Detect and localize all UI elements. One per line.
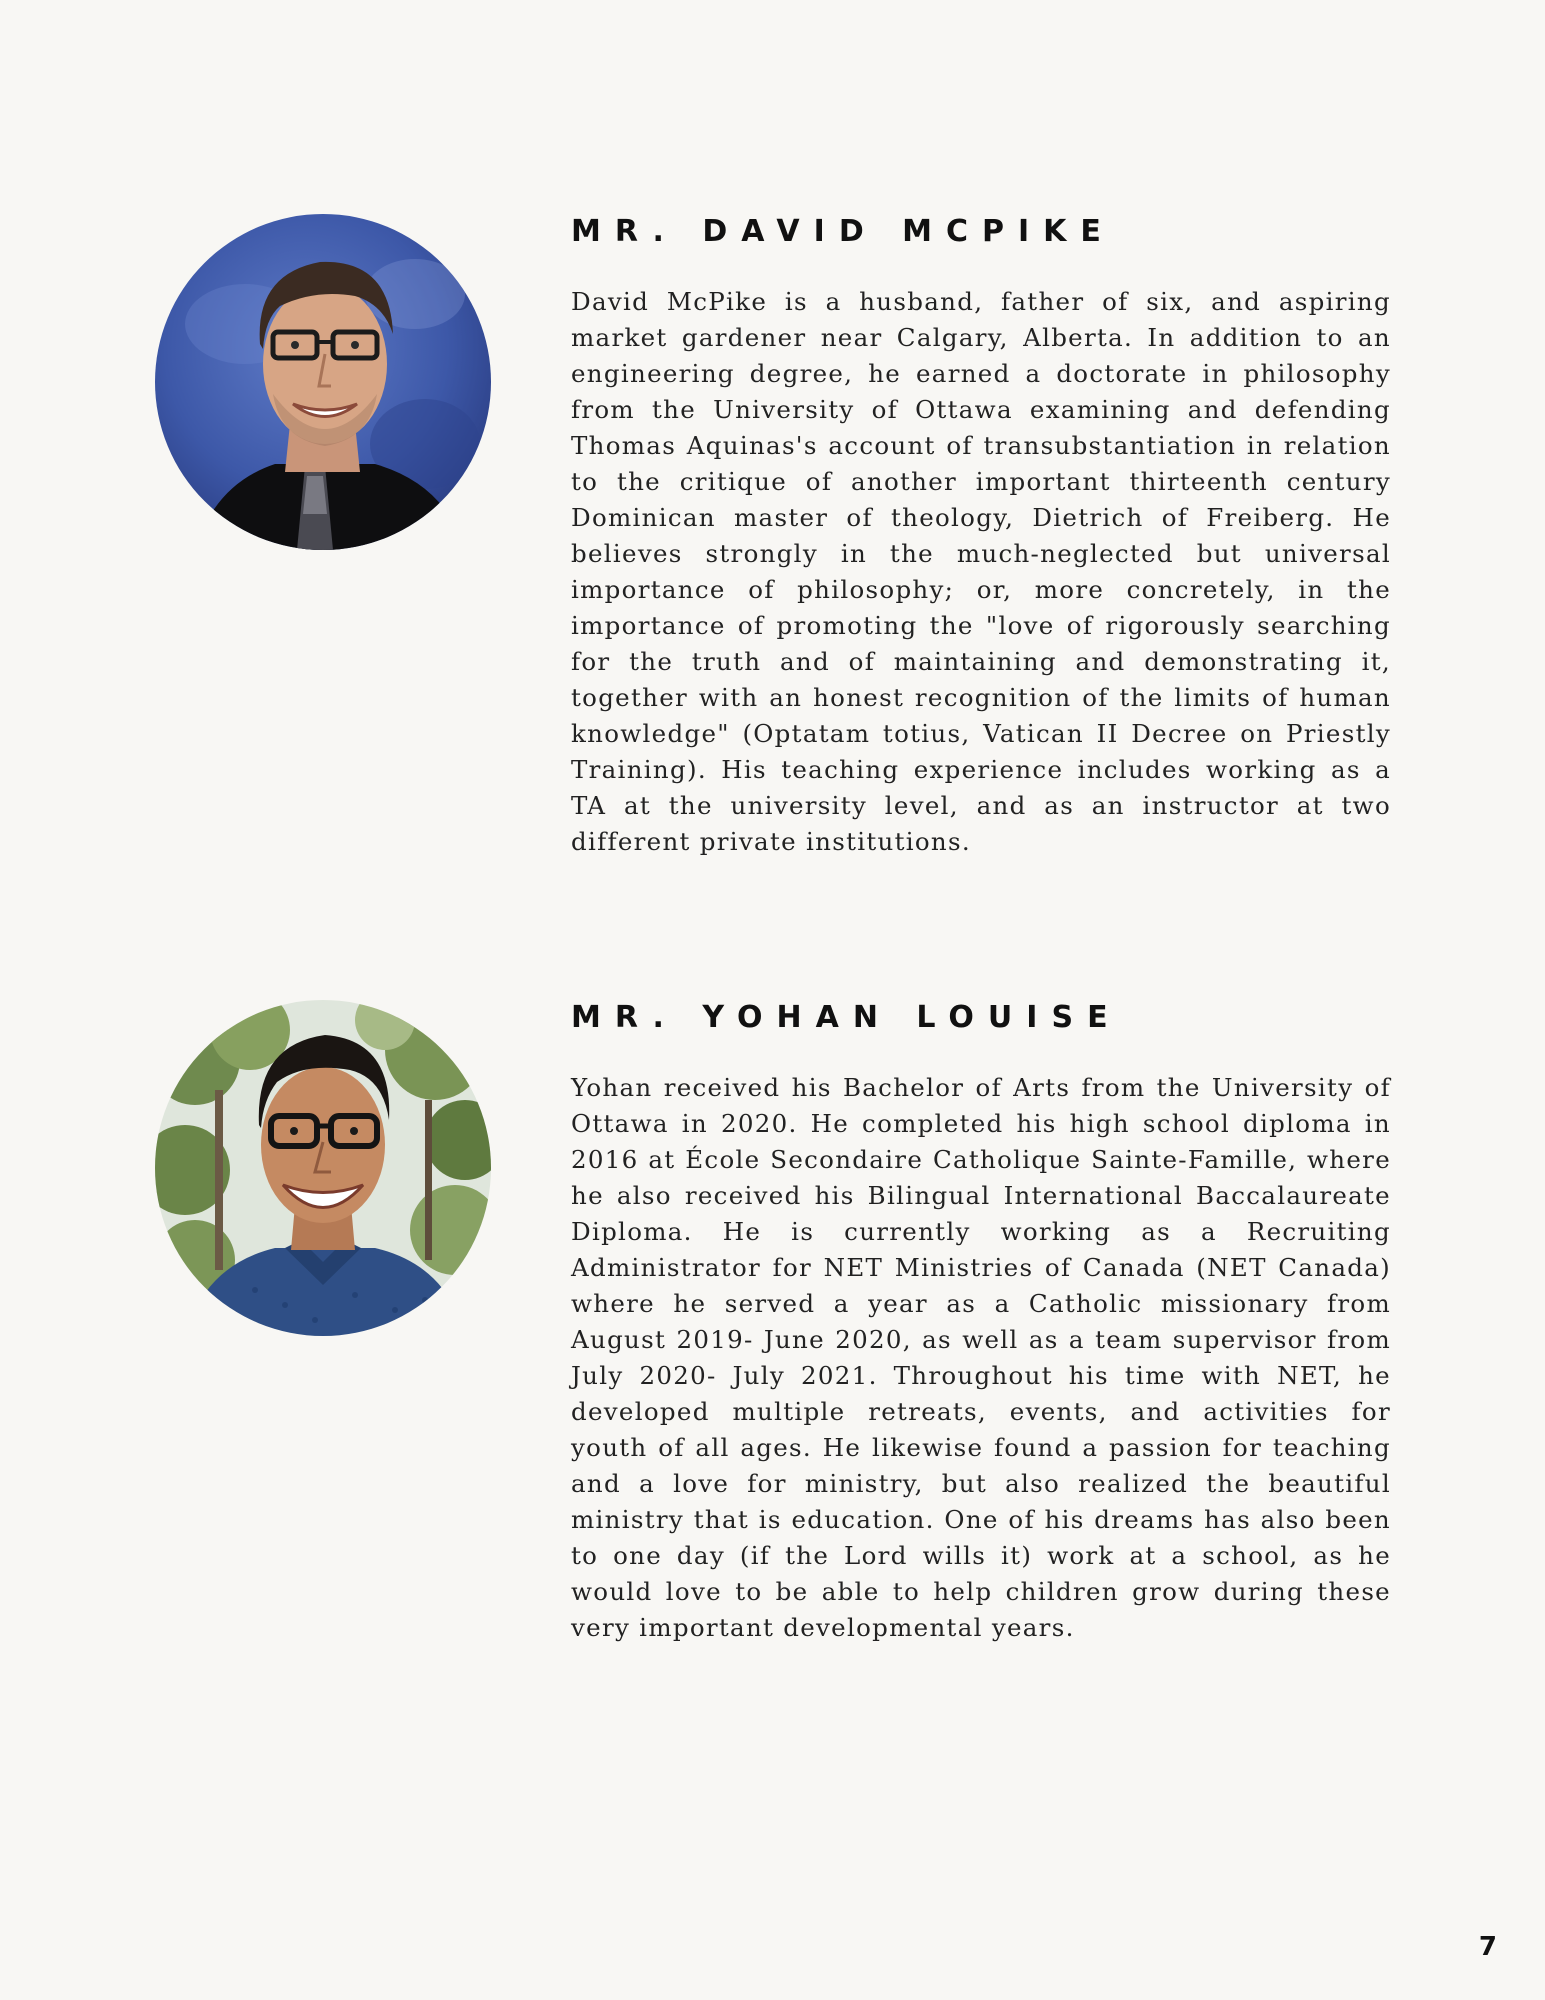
page-number: 7 xyxy=(1478,1932,1497,1962)
portrait-illustration xyxy=(155,1000,491,1336)
profile-info xyxy=(571,212,1391,860)
profile-name: MR. DAVID MCPIKE xyxy=(571,214,1115,249)
profile-bio: Yohan received his Bachelor of Arts from the University of Ottawa in 2020. He completed his high school diploma in 2016 at École Secondaire Catholique Sainte-Famille, where he also received his Bilingual International Baccalaureate Diploma. He is currently working as a Recruiting Administrator for NET Ministries of Canada (NET Canada) where he served a year as a Catholic missionary from August 2019- June 2020, as well as a team supervisor from July 2020- July 2021. Throughout his time with NET, he developed multiple retreats, events, and activities for youth of all ages. He likewise found a passion for teaching and a love for ministry, but also realized the beautiful ministry that is education. One of his dreams has also been to one day (if the Lord wills it) work at a school, as he would love to be able to help children grow during these very important developmental years. xyxy=(571,1073,1391,1642)
profile-info xyxy=(571,998,1391,1646)
portrait-illustration xyxy=(155,214,491,550)
profile-name: MR. YOHAN LOUISE xyxy=(571,1000,1122,1035)
portrait-david-mcpike xyxy=(155,214,491,550)
profile-bio: David McPike is a husband, father of six, and aspiring market gardener near Calgary, Alberta. In addition to an engineering degree, he earned a doctorate in philosophy from the University of Ottawa examining and defending Thomas Aquinas's account of transubstantiation in relation to the critique of another important thirteenth century Dominican master of theology, Dietrich of Freiberg. He believes strongly in the much-neglected but universal importance of philosophy; or, more concretely, in the importance of promoting the "love of rigorously searching for the truth and of maintaining and demonstrating it, together with an honest recognition of the limits of human knowledge" (Optatam totius, Vatican II Decree on Priestly Training). His teaching experience includes working as a TA at the university level, and as an instructor at two different private institutions. xyxy=(571,287,1391,856)
portrait-yohan-louise xyxy=(155,1000,491,1336)
